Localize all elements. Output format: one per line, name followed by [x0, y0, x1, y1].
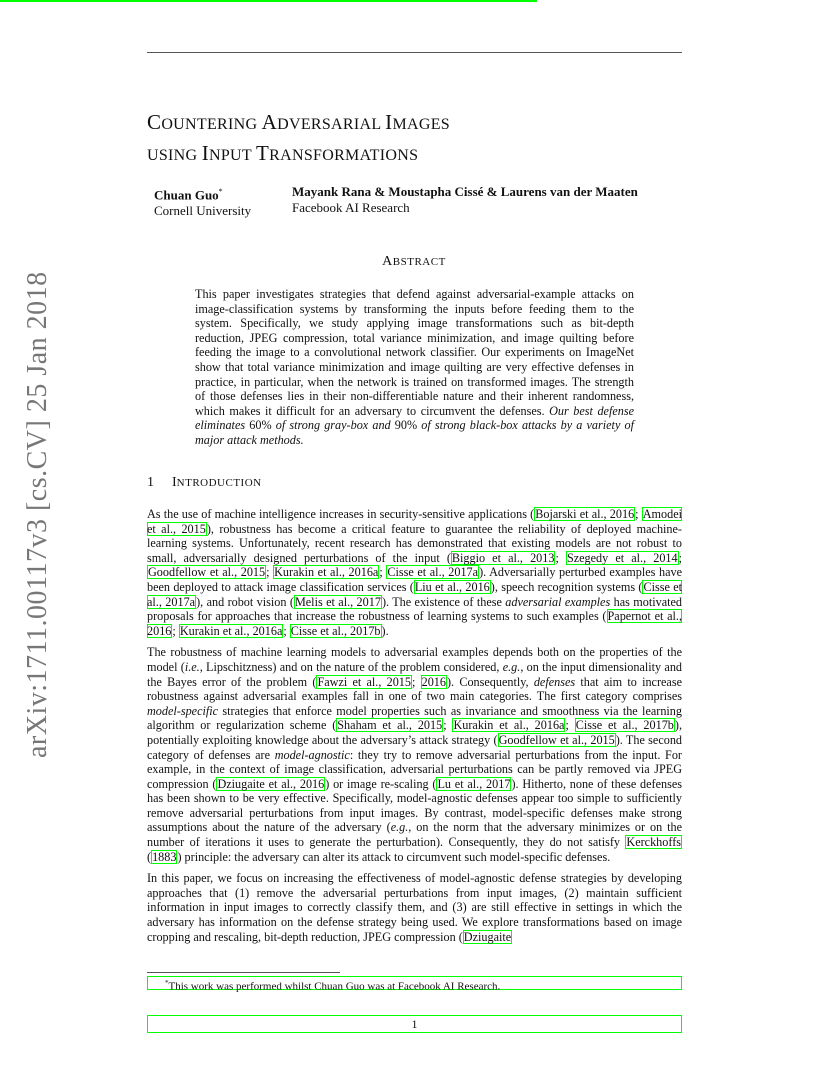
- citation-link[interactable]: Dziugaite: [463, 929, 512, 944]
- emphasis-text: i.e.: [184, 659, 200, 674]
- citation-link[interactable]: Kurakin et al., 2016a: [453, 718, 565, 733]
- abstract-heading: ABSTRACT: [382, 254, 446, 269]
- author-names: Mayank Rana & Moustapha Cissé & Laurens van der Maaten: [292, 184, 638, 199]
- citation-link[interactable]: 2016: [421, 674, 446, 689]
- citation-link[interactable]: Goodfellow et al., 2015: [148, 565, 266, 580]
- link-highlight-bar: [0, 0, 537, 2]
- emphasis-text: e.g.: [390, 820, 409, 835]
- author-affiliation: Cornell University: [154, 203, 252, 219]
- emphasis-text: adversarial examples: [505, 594, 611, 609]
- paragraph: As the use of machine intelligence increases in security-sensitive applications (Bojarski et al., 2016; Amodei et al., 2015), robustness has become a critical feature to guarantee the reliability of deployed machine-learning systems. Unfortunately, recent research has demonstrated that existing models are not robust to small, adversarially designed perturbations of the input (Biggio et al., 2013; Szegedy et al., 2014; Goodfellow et al., 2015; Kurakin et al., 2016a; Cisse et al., 2017a). Adversarially perturbed examples have been deployed to attack image classification services (Liu et al., 2016), speech recognition systems (Cisse et al., 2017a), and robot vision (Melis et al., 2017). The existence of these adversarial examples has motivated proposals for approaches that increase the robustness of learning systems to such examples (Papernot et al., 2016; Kurakin et al., 2016a; Cisse et al., 2017b).: [147, 507, 683, 638]
- citation-link[interactable]: Liu et al., 2016: [414, 579, 490, 594]
- citation-link[interactable]: Shaham et al., 2015: [337, 718, 443, 733]
- citation-link[interactable]: Szegedy et al., 2014: [566, 550, 678, 565]
- citation-link[interactable]: Cisse et al., 2017b: [575, 718, 674, 733]
- footnote[interactable]: *This work was performed whilst Chuan Guo was at Facebook AI Research.: [147, 976, 682, 990]
- emphasis-text: model-specific: [147, 703, 219, 718]
- title-line-2: USING INPUT TRANSFORMATIONS: [147, 141, 419, 165]
- citation-link[interactable]: Kurakin et al., 2016a: [179, 623, 283, 638]
- citation-link[interactable]: Bojarski et al., 2016: [535, 507, 635, 521]
- citation-link[interactable]: Goodfellow et al., 2015: [498, 732, 615, 747]
- header-rule: [147, 52, 682, 53]
- author-affiliation: Facebook AI Research: [292, 200, 410, 215]
- citation-link[interactable]: Papernot et al., 2016: [147, 609, 682, 638]
- citation-link[interactable]: Cisse et al., 2017b: [290, 623, 381, 638]
- citation-link[interactable]: Melis et al., 2017: [294, 594, 381, 609]
- citation-link[interactable]: Dziugaite et al., 2016: [217, 776, 325, 791]
- paragraph: The robustness of machine learning models to adversarial examples depends both on the properties of the model (i.e., Lipschitzness) and on the nature of the problem considered, e.g., on the input dimensionality and the Bayes error of the problem (Fawzi et al., 2015; 2016). Consequently, defenses that aim to increase robustness against adversarial examples fall in one of two main categories. The first category comprises model-specific strategies that enforce model properties such as invariance and smoothness via the learning algorithm or regularization scheme (Shaham et al., 2015; Kurakin et al., 2016a; Cisse et al., 2017b), potentially exploiting knowledge about the adversary’s attack strategy (Goodfellow et al., 2015). The second category of defenses are model-agnostic: they try to remove adversarial perturbations from the input. For example, in the context of image classification, adversarial perturbations can be partly removed via JPEG compression (Dziugaite et al., 2016) or image re-scaling (Lu et al., 2017). Hitherto, none of these defenses has been shown to be very effective. Specifically, model-agnostic defenses appear too simple to sufficiently remove adversarial perturbations from input images. By contrast, model-specific defenses make strong assumptions about the nature of the adversary (e.g., on the norm that the adversary minimizes or on the number of iterations it uses to generate the perturbation). Consequently, they do not satisfy Kerckhoffs (1883) principle: the adversary can alter its attack to circumvent such model-specific defenses.: [147, 645, 683, 864]
- author-block-right: [292, 184, 638, 216]
- arxiv-identifier: arXiv:1711.00117v3 [cs.CV] 25 Jan 2018: [22, 271, 53, 758]
- author-name: Chuan Guo: [154, 187, 219, 203]
- citation-link[interactable]: Amodei et al., 2015: [147, 507, 683, 536]
- title-line-1: COUNTERING ADVERSARIAL IMAGES: [147, 110, 450, 134]
- page-number: 1: [147, 1015, 682, 1033]
- citation-link[interactable]: Kerckhoffs: [626, 835, 681, 850]
- section-heading: 1 INTRODUCTION: [147, 475, 262, 490]
- author-block-left: Chuan Guo* Cornell University: [154, 187, 252, 219]
- citation-link[interactable]: Kurakin et al., 2016a: [274, 565, 379, 580]
- citation-link[interactable]: Biggio et al., 2013: [451, 550, 555, 565]
- footnote-rule: [147, 972, 340, 973]
- emphasis-text: e.g.: [502, 659, 521, 674]
- paper-title: [147, 108, 450, 170]
- emphasis-text: defenses: [533, 674, 576, 689]
- citation-link[interactable]: Cisse et al., 2017a: [147, 579, 682, 609]
- citation-link[interactable]: Fawzi et al., 2015: [317, 674, 411, 689]
- citation-link[interactable]: Cisse et al., 2017a: [387, 565, 479, 580]
- emphasis-text: model-agnostic: [274, 747, 350, 762]
- abstract-text: This paper investigates strategies that defend against adversarial-example attacks on image-classification systems by transforming the inputs before feeding them to the system. Specifically, we study applying image transformations such as bit-depth reduction, JPEG compression, total variance minimization, and image quilting before feeding the image to a convolutional network classifier. Our experiments on ImageNet show that total variance minimization and image quilting are very effective defenses in practice, in particular, when the network is trained on transformed images. The strength of those defenses lies in their non-differentiable nature and their inherent randomness, which makes it difficult for an adversary to circumvent the defenses. Our best defense eliminates 60% of strong gray-box and 90% of strong black-box attacks by a variety of major attack methods.: [195, 287, 634, 447]
- paragraph: In this paper, we focus on increasing the effectiveness of model-agnostic defense strategies by developing approaches that (1) remove the adversarial perturbations from input images, (2) maintain sufficient information in input images to correctly classify them, and (3) are still effective in settings in which the adversary has information on the defense strategy being used. We explore transformations based on image cropping and rescaling, bit-depth reduction, JPEG compression (Dziugaite: [147, 871, 682, 944]
- introduction-body: [147, 507, 682, 951]
- citation-link[interactable]: 1883: [152, 849, 177, 864]
- citation-link[interactable]: Lu et al., 2017: [437, 776, 511, 791]
